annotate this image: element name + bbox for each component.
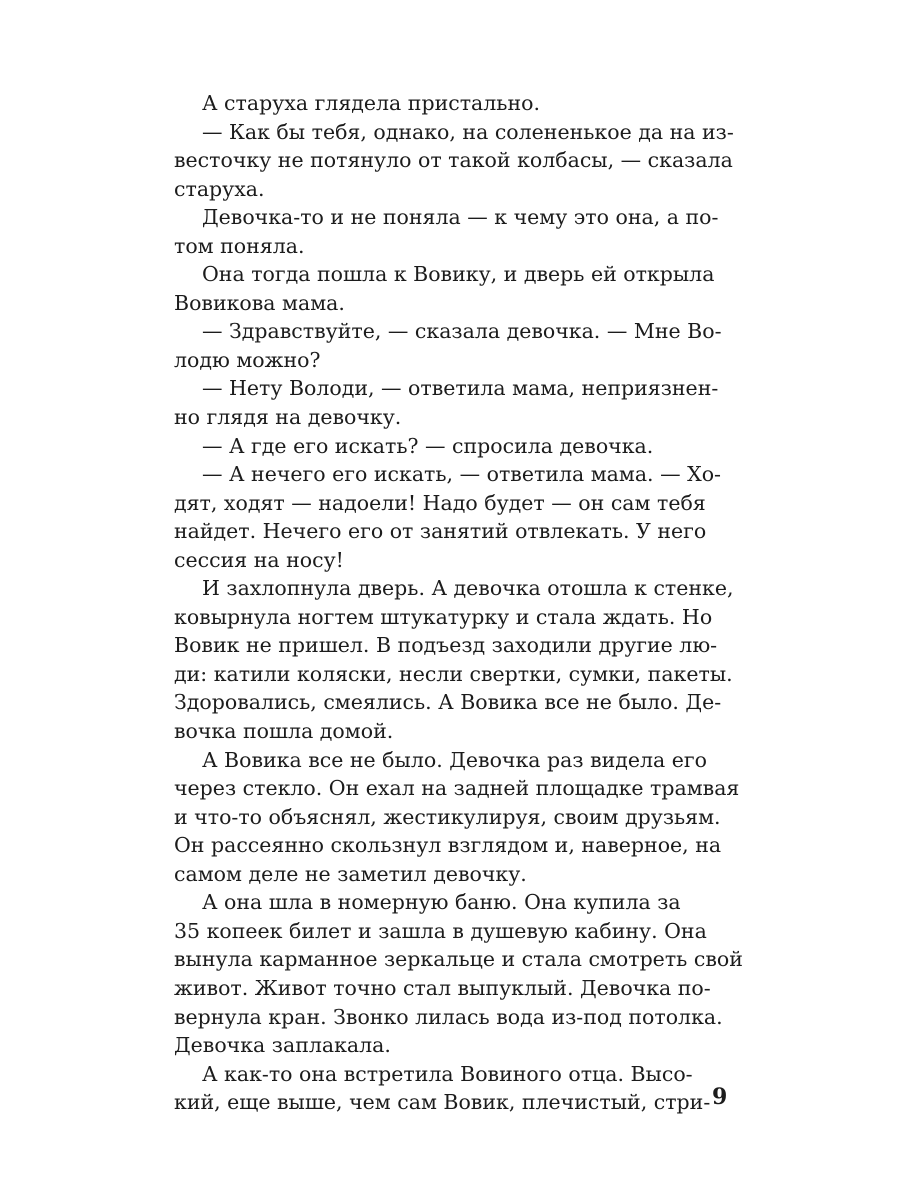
text-line: А как-то она встретила Вовиного отца. Высо- xyxy=(202,1061,693,1086)
text-line: ди: катили коляски, несли свертки, сумки, пакеты. xyxy=(174,661,733,686)
text-line: — А где его искать? — спросила девочка. xyxy=(202,433,654,458)
text-line: 35 копеек билет и зашла в душевую кабину. Она xyxy=(174,918,707,943)
text-line: Здоровались, смеялись. А Вовика все не было. Де- xyxy=(174,690,722,715)
text-line: Вовик не пришел. В подъезд заходили другие лю- xyxy=(174,633,718,658)
text-line: старуха. xyxy=(174,176,265,201)
text-line: кий, еще выше, чем сам Вовик, плечистый, стри- xyxy=(174,1090,711,1115)
text-line: живот. Живот точно стал выпуклый. Девочка по- xyxy=(174,975,711,1000)
text-line: лодю можно? xyxy=(174,347,321,372)
text-line: А старуха глядела пристально. xyxy=(202,91,540,115)
page-number: 9 xyxy=(712,1084,728,1110)
text-line: — Нету Володи, — ответила мама, неприязнен- xyxy=(202,376,719,401)
text-line: — А нечего его искать, — ответила мама. — Хо- xyxy=(202,462,721,487)
text-line: Он рассеянно скользнул взглядом и, наверное, на xyxy=(174,833,722,858)
text-line: весточку не потянуло от такой колбасы, — сказала xyxy=(174,148,733,173)
text-line: А она шла в номерную баню. Она купила за xyxy=(202,890,681,915)
text-line: А Вовика все не было. Девочка раз видела его xyxy=(202,747,708,772)
text-line: найдет. Нечего его от занятий отвлекать. У него xyxy=(174,519,707,544)
text-line: вочка пошла домой. xyxy=(174,719,394,744)
text-line: И захлопнула дверь. А девочка отошла к стенке, xyxy=(202,576,734,601)
text-line: — Здравствуйте, — сказала девочка. — Мне Во- xyxy=(202,319,722,344)
text-line: том поняла. xyxy=(174,233,305,258)
text-line: вынула карманное зеркальце и стала смотреть свой xyxy=(174,947,743,972)
text-line: Девочка заплакала. xyxy=(174,1033,391,1058)
text-line: вернула кран. Звонко лилась вода из-под потолка. xyxy=(174,1004,723,1029)
text-line: сессия на носу! xyxy=(174,547,344,572)
text-line: но глядя на девочку. xyxy=(174,405,402,430)
page-body-text xyxy=(174,89,743,1117)
text-line: ковырнула ногтем штукатурку и стала ждать. Но xyxy=(174,604,713,629)
text-line: Она тогда пошла к Вовику, и дверь ей открыла xyxy=(202,262,715,287)
text-line: и что-то объяснял, жестикулируя, своим друзьям. xyxy=(174,804,721,829)
text-line: Вовикова мама. xyxy=(174,290,345,315)
text-line: дят, ходят — надоели! Надо будет — он сам тебя xyxy=(174,490,706,515)
text-line: Девочка-то и не поняла — к чему это она, а по- xyxy=(202,205,719,230)
text-line: самом деле не заметил девочку. xyxy=(174,861,527,886)
text-line: — Как бы тебя, однако, на солененькое да на из- xyxy=(202,119,734,144)
text-line: через стекло. Он ехал на задней площадке трамвая xyxy=(174,776,740,801)
